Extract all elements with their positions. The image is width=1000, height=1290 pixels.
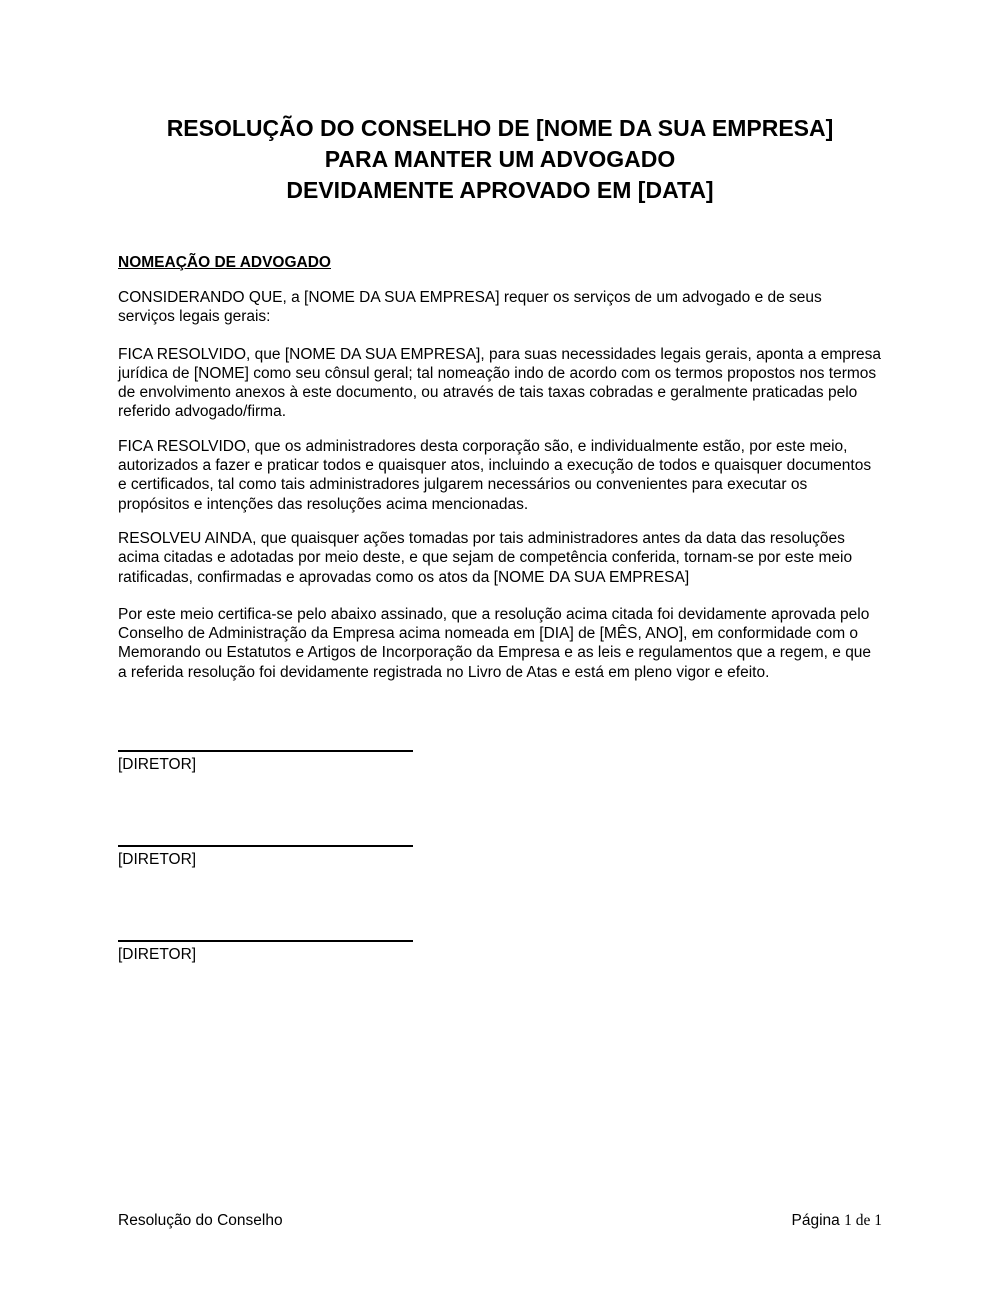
signature-block bbox=[118, 845, 413, 871]
section-heading: NOMEAÇÃO DE ADVOGADO bbox=[118, 254, 331, 271]
footer-title: Resolução do Conselho bbox=[118, 1212, 283, 1229]
paragraph-fica-resolvido-2: FICA RESOLVIDO, que os administradores desta corporação são, e individualmente estão, por este meio, autorizados a fazer e praticar todos e quaisquer atos, incluindo a execução de todos e quaisquer documentos e certificados, tal como tais administradores julgarem necessários ou convenientes para executar os propósitos e intenções das resoluções acima mencionadas. bbox=[118, 437, 872, 513]
document-title bbox=[118, 113, 882, 206]
signature-label: [DIRETOR] bbox=[118, 756, 197, 774]
document-footer bbox=[118, 1211, 882, 1230]
signature-block bbox=[118, 940, 413, 966]
title-line-2: PARA MANTER UM ADVOGADO bbox=[324, 146, 676, 172]
title-line-3: DEVIDAMENTE APROVADO EM [DATA] bbox=[286, 177, 714, 203]
paragraph-resolveu-ainda: RESOLVEU AINDA, que quaisquer ações tomadas por tais administradores antes da data das resoluções acima citadas e adotadas por meio deste, e que sejam de competência conferida, tornam-se por este meio ratificadas, confirmadas e aprovadas como os atos da [NOME DA SUA EMPRESA] bbox=[118, 529, 853, 586]
footer-page-indicator bbox=[792, 1211, 882, 1230]
paragraph-considerando: CONSIDERANDO QUE, a [NOME DA SUA EMPRESA] requer os serviços de um advogado e de seus serviços legais gerais: bbox=[118, 289, 822, 326]
paragraph-fica-resolvido-1: FICA RESOLVIDO, que [NOME DA SUA EMPRESA], para suas necessidades legais gerais, aponta a empresa jurídica de [NOME] como seu cônsul geral; tal nomeação indo de acordo com os termos propostos nos termos de envolvimento anexos à este documento, ou através de tais taxas cobradas e geralmente praticadas pelo referido advogado/firma. bbox=[118, 345, 882, 421]
title-line-1: RESOLUÇÃO DO CONSELHO DE [NOME DA SUA EMPRESA] bbox=[166, 115, 834, 141]
paragraph-certificacao: Por este meio certifica-se pelo abaixo assinado, que a resolução acima citada foi devidamente aprovada pelo Conselho de Administração da Empresa acima nomeada em [DIA] de [MÊS, ANO], em conformidade com o Memorando ou Estatutos e Artigos de Incorporação da Empresa e as leis e regulamentos que a regem, e que a referida resolução foi devidamente registrada no Livro de Atas e está em pleno vigor e efeito. bbox=[118, 605, 872, 681]
footer-page-label: Página bbox=[791, 1212, 840, 1229]
signature-label: [DIRETOR] bbox=[118, 946, 197, 964]
signature-block bbox=[118, 750, 413, 776]
signature-label: [DIRETOR] bbox=[118, 851, 197, 869]
document-content bbox=[0, 113, 1000, 966]
footer-page-number: 1 de 1 bbox=[844, 1212, 882, 1229]
